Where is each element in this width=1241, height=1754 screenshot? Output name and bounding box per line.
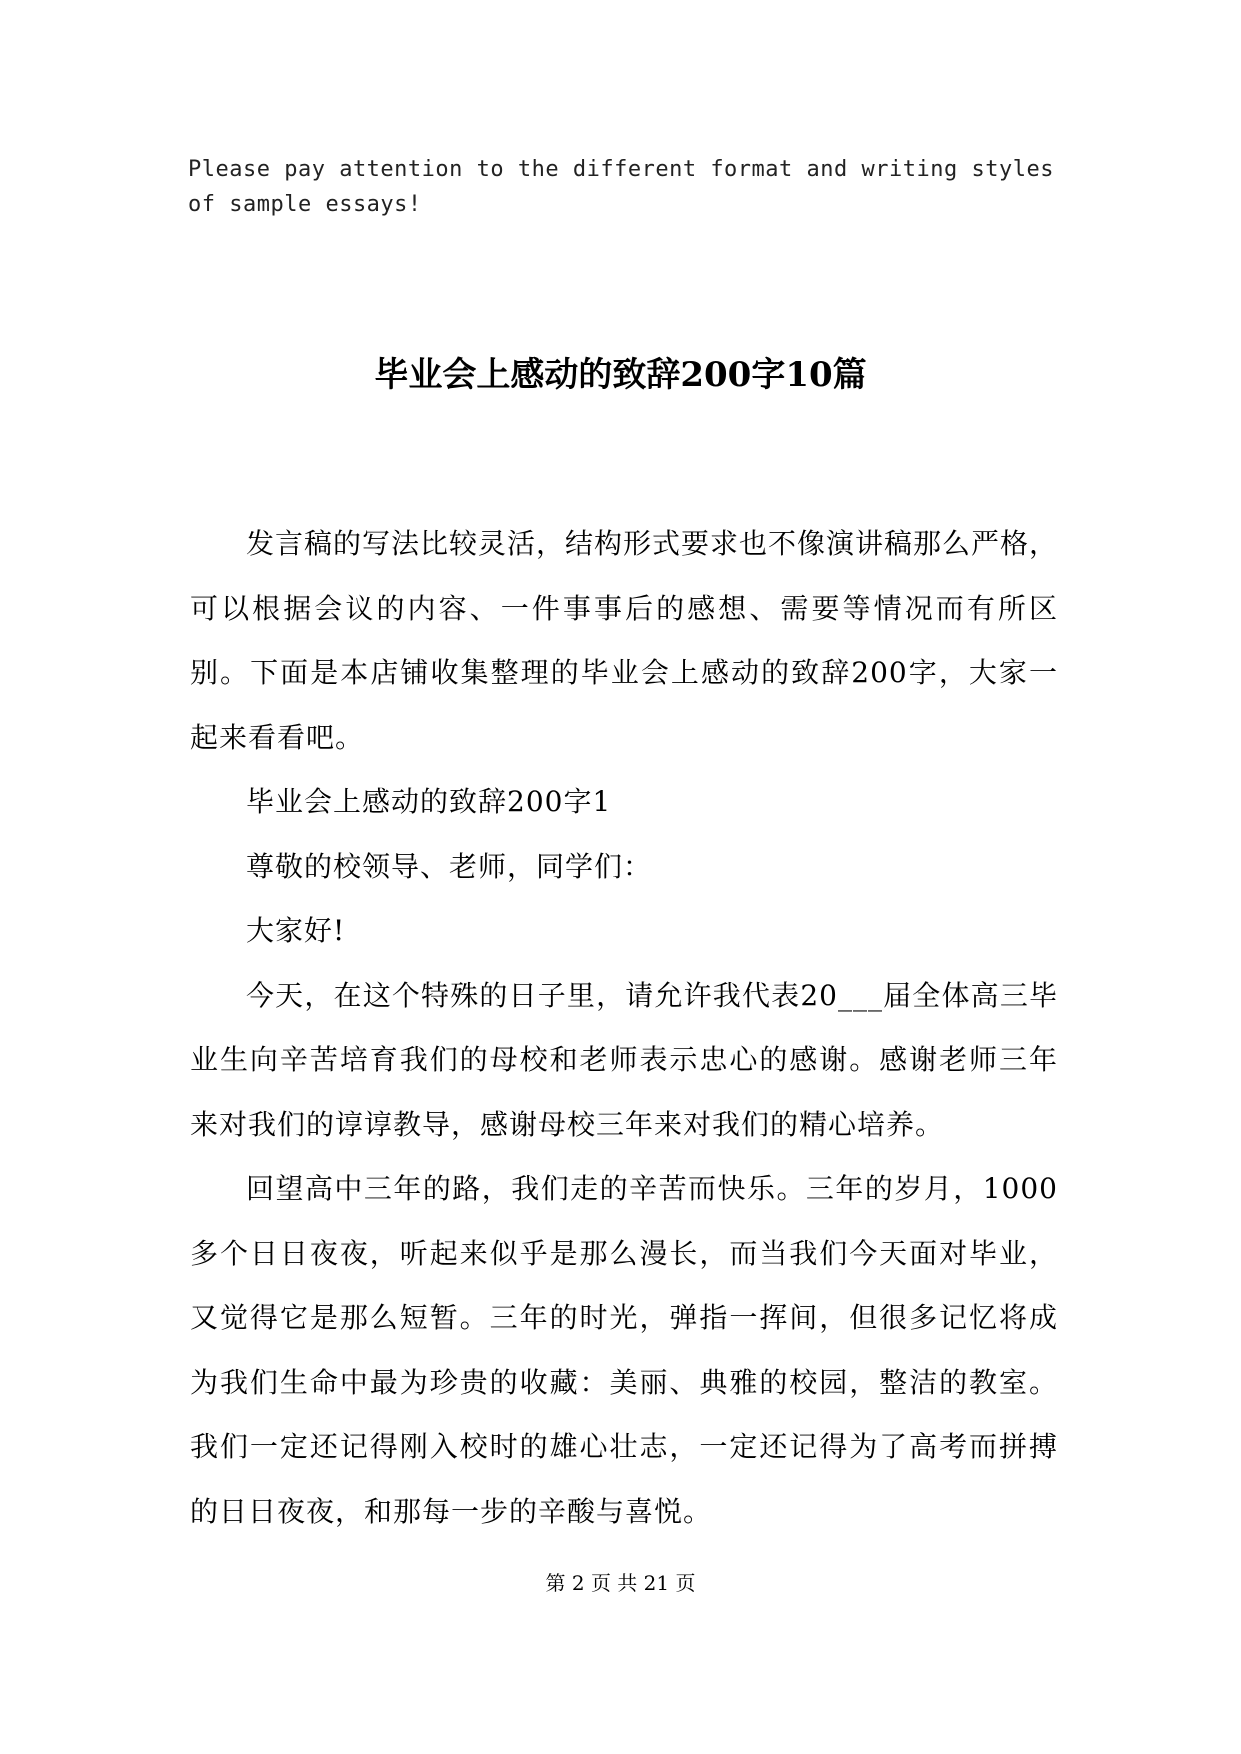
paragraph-salutation: 尊敬的校领导、老师，同学们： <box>246 849 653 883</box>
page-number: 第 2 页 共 21 页 <box>545 1571 696 1595</box>
paragraph-thanks: 今天，在这个特殊的日子里，请允许我代表20___届全体高三毕业生向辛苦培育我们的母校和老师表示忠心的感谢。感谢老师三年来对我们的谆谆教导，感谢母校三年来对我们的精心培养。 <box>190 978 1058 1141</box>
paragraph-greeting: 大家好! <box>246 914 346 947</box>
document-title: 毕业会上感动的致辞200字10篇 <box>374 355 867 395</box>
paragraph-memories: 回望高中三年的路，我们走的辛苦而快乐。三年的岁月，1000多个日日夜夜，听起来似乎是那么漫长，而当我们今天面对毕业，又觉得它是那么短暂。三年的时光，弹指一挥间，但很多记忆将成为我们生命中最为珍贵的收藏：美丽、典雅的校园，整洁的教室。我们一定还记得刚入校时的雄心壮志，一定还记得为了高考而拼搏的日日夜夜，和那每一步的辛酸与喜悦。 <box>190 1172 1058 1528</box>
paragraph-intro: 发言稿的写法比较灵活，结构形式要求也不像演讲稿那么严格，可以根据会议的内容、一件事事后的感想、需要等情况而有所区别。下面是本店铺收集整理的毕业会上感动的致辞200字，大家一起来看看吧。 <box>190 527 1059 754</box>
document-body <box>190 512 1058 1544</box>
header-note: Please pay attention to the different format and writing styles of sample essays! <box>188 157 1054 217</box>
paragraph-heading-1: 毕业会上感动的致辞200字1 <box>246 785 612 818</box>
